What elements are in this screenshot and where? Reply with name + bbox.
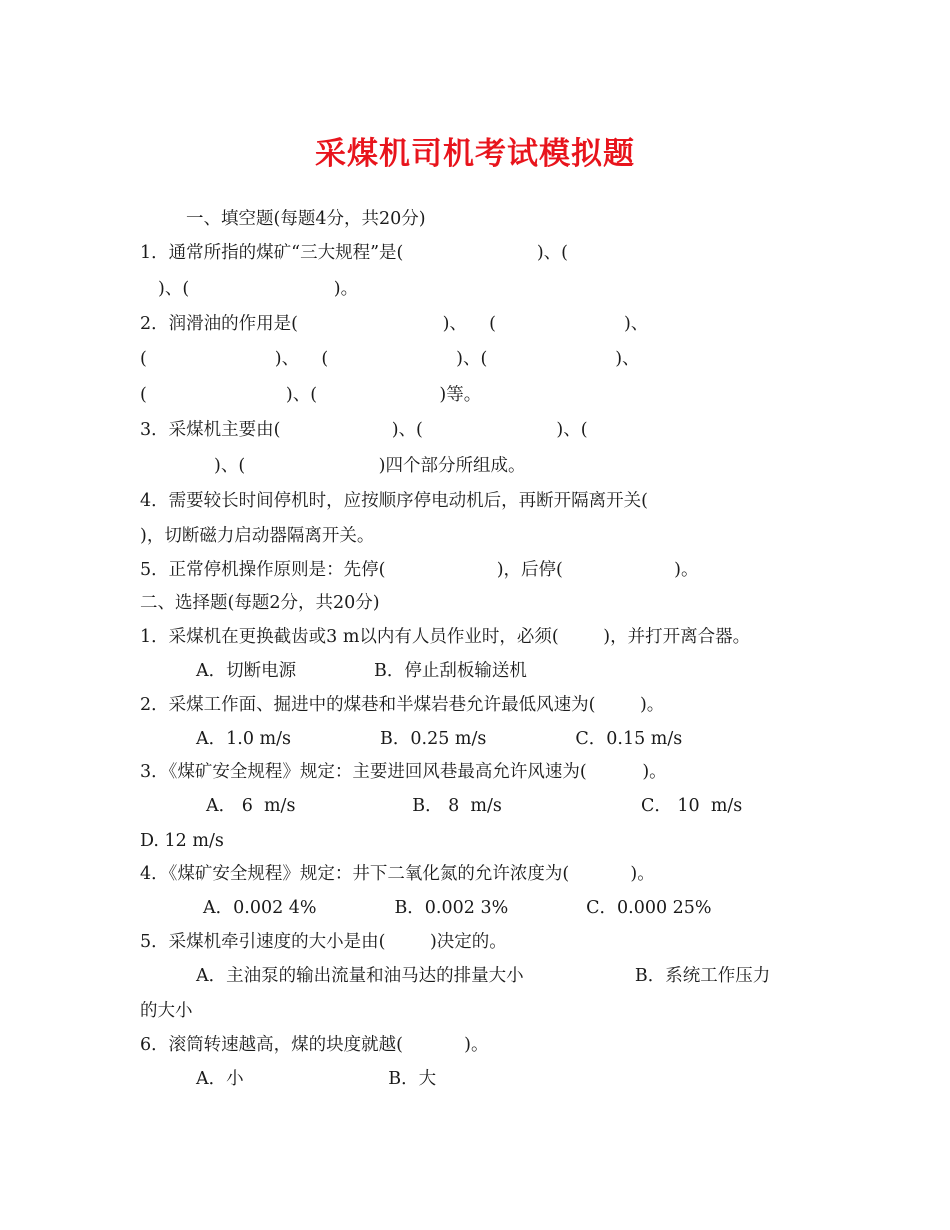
s2-q2-text: 2．采煤工作面、掘进中的煤巷和半煤岩巷允许最低风速为( )。 — [140, 695, 665, 715]
s2-q5-text: 5．采煤机牵引速度的大小是由( )决定的。 — [140, 932, 507, 952]
s1-q3-line2: )、( )四个部分所组成。 — [214, 456, 526, 476]
s1-q4-line2: )，切断磁力启动器隔离开关。 — [140, 526, 375, 546]
section2-heading: 二、选择题(每题2分，共20分) — [140, 593, 380, 613]
s1-q3-line1: 3．采煤机主要由( )、( )、( — [140, 420, 588, 440]
s1-q2-line1: 2．润滑油的作用是( )、 ( )、 — [140, 314, 649, 334]
s2-q1-text: 1．采煤机在更换截齿或3 m以内有人员作业时，必须( )，并打开离合器。 — [140, 627, 751, 647]
s1-q1-line1: 1．通常所指的煤矿“三大规程”是( )、( — [140, 243, 569, 263]
document-title: 采煤机司机考试模拟题 — [315, 136, 635, 172]
s2-q3-options-cont: D. 12 m/s — [140, 831, 224, 851]
s2-q3-options: A． 6 m/s B． 8 m/s C． 10 m/s — [206, 796, 743, 816]
s2-q3-text: 3．《煤矿安全规程》规定：主要进回风巷最高允许风速为( )。 — [140, 762, 667, 782]
section1-heading: 一、填空题(每题4分，共20分) — [186, 209, 426, 229]
s2-q4-text: 4．《煤矿安全规程》规定：井下二氧化氮的允许浓度为( )。 — [140, 864, 655, 884]
s2-q6-text: 6．滚筒转速越高，煤的块度就越( )。 — [140, 1035, 489, 1055]
s1-q2-line3: ( )、( )等。 — [140, 385, 482, 405]
s2-q5-options-cont: 的大小 — [140, 1001, 193, 1021]
s2-q2-options: A．1.0 m/s B．0.25 m/s C．0.15 m/s — [196, 729, 683, 749]
s2-q6-options: A．小 B．大 — [196, 1069, 437, 1089]
s1-q5: 5．正常停机操作原则是：先停( )，后停( )。 — [140, 560, 699, 580]
s1-q4-line1: 4．需要较长时间停机时，应按顺序停电动机后，再断开隔离开关( — [140, 491, 648, 511]
s2-q5-options: A．主油泵的输出流量和油马达的排量大小 B．系统工作压力 — [196, 966, 771, 986]
s1-q1-line2: )、( )。 — [158, 279, 359, 299]
s1-q2-line2: ( )、 ( )、( )、 — [140, 349, 640, 369]
s2-q1-options: A．切断电源 B．停止刮板输送机 — [196, 661, 527, 681]
s2-q4-options: A．0.002 4% B．0.002 3% C．0.000 25% — [203, 898, 712, 918]
